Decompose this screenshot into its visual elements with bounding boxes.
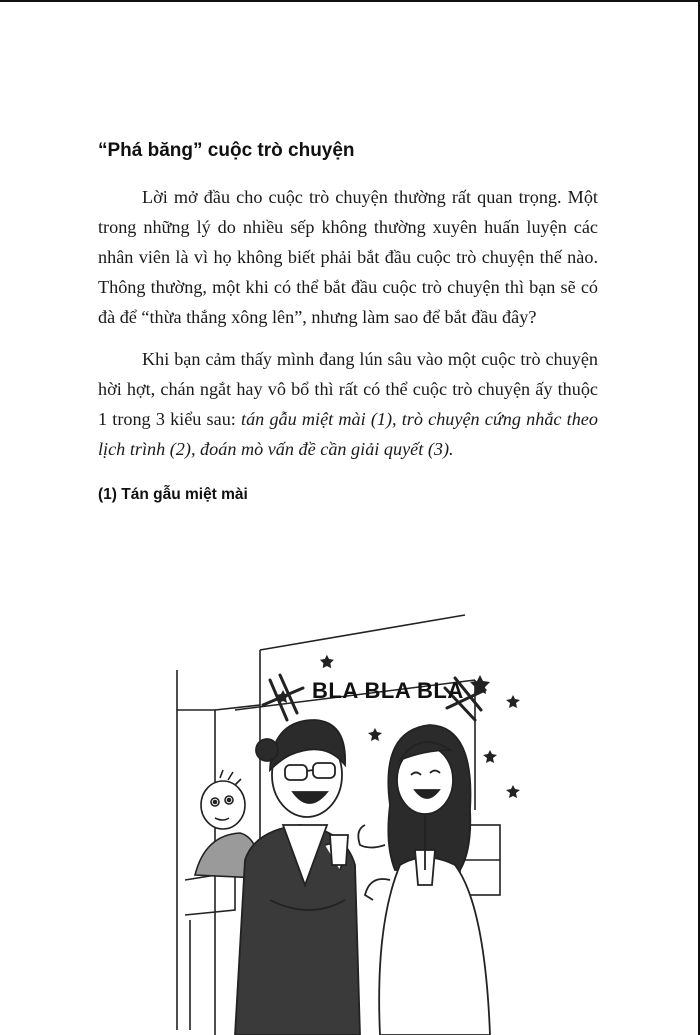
speech-text: BLA BLA BLA [312,678,464,703]
subsection-heading: (1) Tán gẫu miệt mài [98,486,248,503]
woman-with-glasses [235,720,360,1035]
star-icon [320,655,334,668]
chatting-coworkers-illustration [175,610,535,1035]
paragraph-types [98,344,598,464]
page-content [98,140,598,504]
woman-with-long-hair [358,725,490,1035]
star-icon [506,695,520,708]
paragraph-types-list: tán gẫu miệt mài (1), trò chuyện cứng nhắc theo lịch trình (2), đoán mò vấn đề cần giải quyết (3). [98,409,598,459]
section-heading: “Phá băng” cuộc trò chuyện [98,140,355,161]
star-icon [506,785,520,798]
paragraph-types-intro: Khi bạn cảm thấy mình đang lún sâu vào một cuộc trò chuyện hời hợt, chán ngắt hay vô bổ thì rất có thể cuộc trò chuyện ấy thuộc 1 trong 3 kiểu sau: [98,349,598,429]
paragraph-intro: Lời mở đầu cho cuộc trò chuyện thường rất quan trọng. Một trong những lý do nhiều sếp không thường xuyên huấn luyện các nhân viên là vì họ không biết phải bắt đầu cuộc trò chuyện thế nào. Thông thường, một khi có thể bắt đầu cuộc trò chuyện thì bạn sẽ có đà để “thừa thắng xông lên”, nhưng làm sao để bắt đầu đây? [98,187,598,327]
star-icon [368,728,382,741]
star-icon [483,750,497,763]
